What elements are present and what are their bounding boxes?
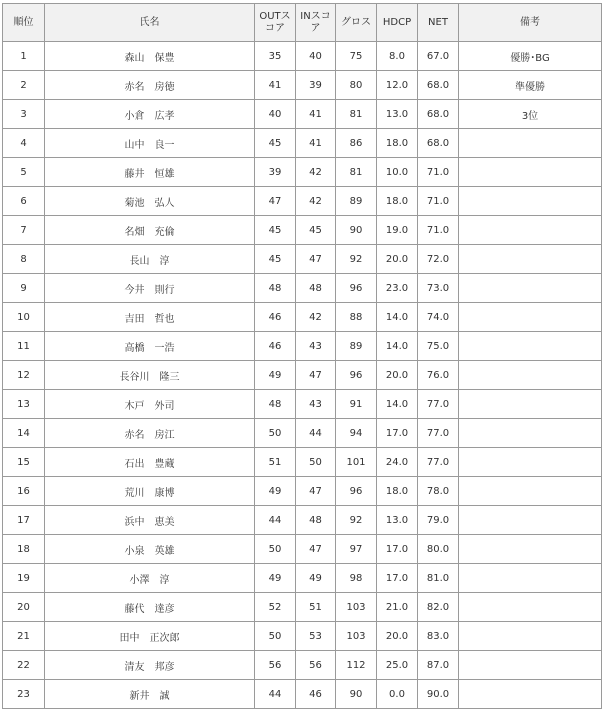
out-score-cell: 39 — [255, 158, 296, 187]
table-row — [3, 680, 602, 709]
net-cell: 71.0 — [418, 187, 459, 216]
in-score-cell: 41 — [296, 129, 336, 158]
col-header-net: NET — [418, 4, 459, 42]
gross-cell: 92 — [336, 245, 377, 274]
rank-cell: 13 — [3, 390, 45, 419]
gross-cell: 112 — [336, 651, 377, 680]
in-score-cell: 42 — [296, 187, 336, 216]
net-cell: 76.0 — [418, 361, 459, 390]
name-cell: 新井 誠 — [45, 680, 255, 709]
gross-cell: 90 — [336, 680, 377, 709]
table-row — [3, 593, 602, 622]
in-score-cell: 47 — [296, 361, 336, 390]
table-row — [3, 158, 602, 187]
col-header-rank: 順位 — [3, 4, 45, 42]
table-row — [3, 245, 602, 274]
note-cell — [459, 274, 602, 303]
name-cell: 浜中 恵美 — [45, 506, 255, 535]
hdcp-cell: 18.0 — [377, 477, 418, 506]
rank-cell: 12 — [3, 361, 45, 390]
net-cell: 75.0 — [418, 332, 459, 361]
out-score-cell: 44 — [255, 680, 296, 709]
col-header-hdcp: HDCP — [377, 4, 418, 42]
hdcp-cell: 17.0 — [377, 419, 418, 448]
net-cell: 79.0 — [418, 506, 459, 535]
out-score-cell: 50 — [255, 419, 296, 448]
table-row — [3, 129, 602, 158]
in-score-cell: 42 — [296, 303, 336, 332]
col-header-out — [255, 4, 296, 42]
rank-cell: 16 — [3, 477, 45, 506]
out-score-cell: 47 — [255, 187, 296, 216]
gross-cell: 89 — [336, 187, 377, 216]
note-cell — [459, 390, 602, 419]
name-cell: 吉田 哲也 — [45, 303, 255, 332]
gross-cell: 96 — [336, 477, 377, 506]
note-cell — [459, 332, 602, 361]
in-score-cell: 47 — [296, 245, 336, 274]
out-score-cell: 45 — [255, 129, 296, 158]
in-score-cell: 43 — [296, 390, 336, 419]
rank-cell: 15 — [3, 448, 45, 477]
name-cell: 田中 正次郎 — [45, 622, 255, 651]
net-cell: 67.0 — [418, 42, 459, 71]
rank-cell: 11 — [3, 332, 45, 361]
col-header-in — [296, 4, 336, 42]
net-cell: 77.0 — [418, 448, 459, 477]
out-score-cell: 46 — [255, 303, 296, 332]
in-score-cell: 56 — [296, 651, 336, 680]
rank-cell: 5 — [3, 158, 45, 187]
in-score-cell: 49 — [296, 564, 336, 593]
name-cell: 長山 淳 — [45, 245, 255, 274]
hdcp-cell: 14.0 — [377, 390, 418, 419]
hdcp-cell: 18.0 — [377, 129, 418, 158]
gross-cell: 94 — [336, 419, 377, 448]
in-score-cell: 39 — [296, 71, 336, 100]
in-score-cell: 46 — [296, 680, 336, 709]
name-cell: 森山 保豊 — [45, 42, 255, 71]
out-score-cell: 41 — [255, 71, 296, 100]
net-cell: 77.0 — [418, 419, 459, 448]
gross-cell: 103 — [336, 593, 377, 622]
hdcp-cell: 12.0 — [377, 71, 418, 100]
col-header-out-label: OUTスコア — [259, 10, 291, 34]
in-score-cell: 47 — [296, 477, 336, 506]
net-cell: 68.0 — [418, 129, 459, 158]
name-cell: 赤名 房徳 — [45, 71, 255, 100]
table-row — [3, 42, 602, 71]
in-score-cell: 50 — [296, 448, 336, 477]
hdcp-cell: 17.0 — [377, 535, 418, 564]
note-cell: 優勝･BG — [459, 42, 602, 71]
note-cell — [459, 303, 602, 332]
hdcp-cell: 19.0 — [377, 216, 418, 245]
note-cell — [459, 361, 602, 390]
gross-cell: 90 — [336, 216, 377, 245]
table-row — [3, 274, 602, 303]
net-cell: 72.0 — [418, 245, 459, 274]
name-cell: 高橋 一浩 — [45, 332, 255, 361]
table-row — [3, 564, 602, 593]
name-cell: 石出 豊蔵 — [45, 448, 255, 477]
name-cell: 長谷川 隆三 — [45, 361, 255, 390]
out-score-cell: 50 — [255, 622, 296, 651]
hdcp-cell: 24.0 — [377, 448, 418, 477]
gross-cell: 92 — [336, 506, 377, 535]
table-row — [3, 651, 602, 680]
net-cell: 82.0 — [418, 593, 459, 622]
out-score-cell: 49 — [255, 564, 296, 593]
table-row — [3, 361, 602, 390]
in-score-cell: 53 — [296, 622, 336, 651]
rank-cell: 1 — [3, 42, 45, 71]
net-cell: 78.0 — [418, 477, 459, 506]
table-row — [3, 216, 602, 245]
rank-cell: 19 — [3, 564, 45, 593]
hdcp-cell: 20.0 — [377, 622, 418, 651]
rank-cell: 20 — [3, 593, 45, 622]
name-cell: 山中 良一 — [45, 129, 255, 158]
in-score-cell: 48 — [296, 506, 336, 535]
table-row — [3, 506, 602, 535]
gross-cell: 81 — [336, 158, 377, 187]
name-cell: 木戸 外司 — [45, 390, 255, 419]
net-cell: 81.0 — [418, 564, 459, 593]
net-cell: 80.0 — [418, 535, 459, 564]
note-cell — [459, 419, 602, 448]
in-score-cell: 47 — [296, 535, 336, 564]
rank-cell: 7 — [3, 216, 45, 245]
table-row — [3, 332, 602, 361]
note-cell — [459, 593, 602, 622]
name-cell: 小澤 淳 — [45, 564, 255, 593]
hdcp-cell: 14.0 — [377, 332, 418, 361]
note-cell: 3位 — [459, 100, 602, 129]
name-cell: 今井 則行 — [45, 274, 255, 303]
table-row — [3, 622, 602, 651]
note-cell — [459, 535, 602, 564]
out-score-cell: 51 — [255, 448, 296, 477]
gross-cell: 98 — [336, 564, 377, 593]
note-cell — [459, 564, 602, 593]
net-cell: 87.0 — [418, 651, 459, 680]
rank-cell: 17 — [3, 506, 45, 535]
net-cell: 68.0 — [418, 71, 459, 100]
rank-cell: 8 — [3, 245, 45, 274]
name-cell: 赤名 房江 — [45, 419, 255, 448]
gross-cell: 81 — [336, 100, 377, 129]
note-cell — [459, 158, 602, 187]
note-cell — [459, 622, 602, 651]
name-cell: 小泉 英雄 — [45, 535, 255, 564]
rank-cell: 9 — [3, 274, 45, 303]
hdcp-cell: 18.0 — [377, 187, 418, 216]
note-cell: 準優勝 — [459, 71, 602, 100]
in-score-cell: 51 — [296, 593, 336, 622]
table-row — [3, 535, 602, 564]
table-row — [3, 448, 602, 477]
table-row — [3, 100, 602, 129]
gross-cell: 96 — [336, 361, 377, 390]
gross-cell: 97 — [336, 535, 377, 564]
name-cell: 清友 邦彦 — [45, 651, 255, 680]
in-score-cell: 45 — [296, 216, 336, 245]
out-score-cell: 45 — [255, 245, 296, 274]
name-cell: 菊池 弘人 — [45, 187, 255, 216]
gross-cell: 103 — [336, 622, 377, 651]
note-cell — [459, 506, 602, 535]
out-score-cell: 40 — [255, 100, 296, 129]
note-cell — [459, 448, 602, 477]
table-row — [3, 477, 602, 506]
net-cell: 74.0 — [418, 303, 459, 332]
net-cell: 71.0 — [418, 216, 459, 245]
out-score-cell: 44 — [255, 506, 296, 535]
rank-cell: 22 — [3, 651, 45, 680]
net-cell: 68.0 — [418, 100, 459, 129]
note-cell — [459, 187, 602, 216]
out-score-cell: 52 — [255, 593, 296, 622]
in-score-cell: 40 — [296, 42, 336, 71]
note-cell — [459, 216, 602, 245]
in-score-cell: 44 — [296, 419, 336, 448]
net-cell: 83.0 — [418, 622, 459, 651]
note-cell — [459, 129, 602, 158]
name-cell: 藤代 達彦 — [45, 593, 255, 622]
in-score-cell: 42 — [296, 158, 336, 187]
note-cell — [459, 651, 602, 680]
out-score-cell: 56 — [255, 651, 296, 680]
table-row — [3, 71, 602, 100]
out-score-cell: 49 — [255, 477, 296, 506]
out-score-cell: 46 — [255, 332, 296, 361]
out-score-cell: 49 — [255, 361, 296, 390]
table-row — [3, 187, 602, 216]
rank-cell: 23 — [3, 680, 45, 709]
rank-cell: 21 — [3, 622, 45, 651]
gross-cell: 96 — [336, 274, 377, 303]
out-score-cell: 48 — [255, 274, 296, 303]
in-score-cell: 41 — [296, 100, 336, 129]
hdcp-cell: 13.0 — [377, 100, 418, 129]
gross-cell: 101 — [336, 448, 377, 477]
table-row — [3, 303, 602, 332]
gross-cell: 75 — [336, 42, 377, 71]
gross-cell: 86 — [336, 129, 377, 158]
in-score-cell: 48 — [296, 274, 336, 303]
gross-cell: 89 — [336, 332, 377, 361]
out-score-cell: 45 — [255, 216, 296, 245]
results-body — [3, 42, 602, 709]
hdcp-cell: 10.0 — [377, 158, 418, 187]
note-cell — [459, 477, 602, 506]
col-header-note: 備考 — [459, 4, 602, 42]
hdcp-cell: 25.0 — [377, 651, 418, 680]
rank-cell: 10 — [3, 303, 45, 332]
net-cell: 73.0 — [418, 274, 459, 303]
rank-cell: 2 — [3, 71, 45, 100]
col-header-gross: グロス — [336, 4, 377, 42]
table-row — [3, 390, 602, 419]
out-score-cell: 50 — [255, 535, 296, 564]
hdcp-cell: 17.0 — [377, 564, 418, 593]
net-cell: 90.0 — [418, 680, 459, 709]
in-score-cell: 43 — [296, 332, 336, 361]
name-cell: 小倉 広孝 — [45, 100, 255, 129]
name-cell: 藤井 恒雄 — [45, 158, 255, 187]
table-row — [3, 419, 602, 448]
gross-cell: 91 — [336, 390, 377, 419]
hdcp-cell: 0.0 — [377, 680, 418, 709]
net-cell: 71.0 — [418, 158, 459, 187]
rank-cell: 4 — [3, 129, 45, 158]
gross-cell: 88 — [336, 303, 377, 332]
out-score-cell: 48 — [255, 390, 296, 419]
rank-cell: 3 — [3, 100, 45, 129]
out-score-cell: 35 — [255, 42, 296, 71]
note-cell — [459, 680, 602, 709]
header-row — [3, 4, 602, 42]
hdcp-cell: 13.0 — [377, 506, 418, 535]
gross-cell: 80 — [336, 71, 377, 100]
col-header-name: 氏名 — [45, 4, 255, 42]
hdcp-cell: 21.0 — [377, 593, 418, 622]
hdcp-cell: 20.0 — [377, 361, 418, 390]
col-header-in-label: INスコア — [300, 10, 331, 34]
results-table — [2, 3, 602, 709]
rank-cell: 14 — [3, 419, 45, 448]
hdcp-cell: 14.0 — [377, 303, 418, 332]
hdcp-cell: 8.0 — [377, 42, 418, 71]
note-cell — [459, 245, 602, 274]
rank-cell: 6 — [3, 187, 45, 216]
name-cell: 名畑 充倫 — [45, 216, 255, 245]
rank-cell: 18 — [3, 535, 45, 564]
hdcp-cell: 20.0 — [377, 245, 418, 274]
hdcp-cell: 23.0 — [377, 274, 418, 303]
net-cell: 77.0 — [418, 390, 459, 419]
name-cell: 荒川 康博 — [45, 477, 255, 506]
